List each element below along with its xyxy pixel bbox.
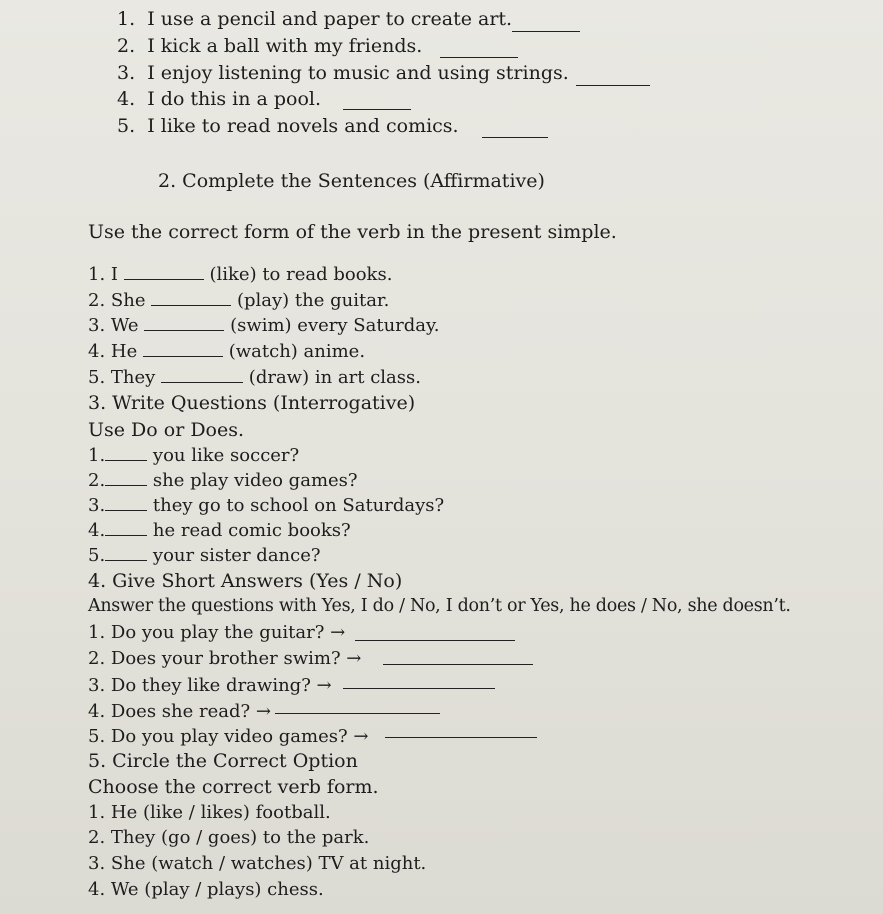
s2-item-2	[88, 292, 389, 310]
s4-item-3: 3. Do they like drawing? →	[88, 675, 332, 696]
item-text: I enjoy listening to music and using strings.	[147, 62, 569, 84]
s3-item-2	[88, 472, 358, 490]
item-number: 5.	[88, 545, 106, 566]
s1-item-1	[117, 10, 512, 29]
item-number: 4.	[88, 520, 106, 541]
section-2-heading: 2. Complete the Sentences (Affirmative)	[158, 170, 545, 192]
item-number: 5. They	[88, 367, 156, 388]
item-number: 2. She	[88, 290, 146, 311]
s2-item-5	[88, 369, 421, 387]
item-text: (draw) in art class.	[248, 367, 421, 388]
item-text: you like soccer?	[152, 445, 300, 466]
answer-blank[interactable]	[143, 355, 223, 357]
answer-blank[interactable]	[385, 736, 537, 738]
answer-blank[interactable]	[105, 509, 147, 511]
s5-item-1: 1. He (like / likes) football.	[88, 802, 331, 823]
s3-item-5	[88, 547, 321, 565]
answer-blank[interactable]	[355, 639, 515, 641]
item-number: 2.	[117, 35, 136, 57]
section-4-instruction: Answer the questions with Yes, I do / No, I don’t or Yes, he does / No, she doesn’t.	[88, 596, 791, 616]
section-5-heading: 5. Circle the Correct Option	[88, 750, 358, 772]
item-text: I do this in a pool.	[147, 88, 322, 110]
answer-blank[interactable]	[105, 559, 147, 561]
answer-blank[interactable]	[383, 663, 533, 665]
s1-item-2	[117, 37, 422, 56]
section-4-heading: 4. Give Short Answers (Yes / No)	[88, 570, 403, 592]
s4-item-5: 5. Do you play video games? →	[88, 726, 369, 747]
s4-item-1: 1. Do you play the guitar? →	[88, 622, 346, 643]
item-text: (swim) every Saturday.	[230, 315, 440, 336]
s2-item-1	[88, 266, 392, 284]
item-text: I kick a ball with my friends.	[147, 35, 423, 57]
item-number: 1.	[88, 445, 106, 466]
item-number: 4. He	[88, 341, 138, 362]
answer-blank[interactable]	[161, 381, 243, 383]
item-text: they go to school on Saturdays?	[152, 495, 445, 516]
answer-blank[interactable]	[576, 84, 650, 86]
answer-blank[interactable]	[512, 30, 580, 32]
s2-item-4	[88, 343, 365, 361]
answer-blank[interactable]	[151, 304, 231, 306]
item-text: (like) to read books.	[209, 264, 393, 285]
answer-blank[interactable]	[440, 56, 518, 58]
item-text: she play video games?	[152, 470, 358, 491]
s5-item-2: 2. They (go / goes) to the park.	[88, 827, 370, 848]
item-text: (play) the guitar.	[236, 290, 390, 311]
answer-blank[interactable]	[144, 329, 224, 331]
s1-item-3	[117, 64, 569, 83]
answer-blank[interactable]	[105, 484, 147, 486]
answer-blank[interactable]	[343, 687, 495, 689]
item-number: 1. I	[88, 264, 119, 285]
section-3-instruction: Use Do or Does.	[88, 419, 245, 441]
item-text: he read comic books?	[152, 520, 351, 541]
item-text: (watch) anime.	[228, 341, 366, 362]
s2-item-3	[88, 317, 440, 335]
answer-blank[interactable]	[105, 459, 147, 461]
section-2-instruction: Use the correct form of the verb in the present simple.	[88, 221, 617, 243]
answer-blank[interactable]	[105, 534, 147, 536]
s5-item-3: 3. She (watch / watches) TV at night.	[88, 853, 427, 874]
answer-blank[interactable]	[482, 136, 548, 138]
item-number: 3.	[117, 62, 136, 84]
item-number: 3. We	[88, 315, 139, 336]
answer-blank[interactable]	[343, 108, 411, 110]
answer-blank[interactable]	[124, 278, 204, 280]
section-5-instruction: Choose the correct verb form.	[88, 776, 379, 798]
answer-blank[interactable]	[275, 712, 440, 714]
item-number: 3.	[88, 495, 106, 516]
item-number: 4.	[117, 88, 136, 110]
s1-item-5	[117, 117, 459, 136]
item-number: 2.	[88, 470, 106, 491]
item-text: your sister dance?	[152, 545, 321, 566]
s3-item-4	[88, 522, 351, 540]
section-3-heading: 3. Write Questions (Interrogative)	[88, 392, 416, 414]
s4-item-4: 4. Does she read? →	[88, 701, 271, 722]
s3-item-3	[88, 497, 444, 515]
item-number: 1.	[117, 8, 136, 30]
item-text: I use a pencil and paper to create art.	[147, 8, 513, 30]
s1-item-4	[117, 90, 321, 109]
s4-item-2: 2. Does your brother swim? →	[88, 648, 362, 669]
s5-item-4: 4. We (play / plays) chess.	[88, 879, 324, 900]
item-number: 5.	[117, 115, 136, 137]
s3-item-1	[88, 447, 299, 465]
item-text: I like to read novels and comics.	[147, 115, 459, 137]
